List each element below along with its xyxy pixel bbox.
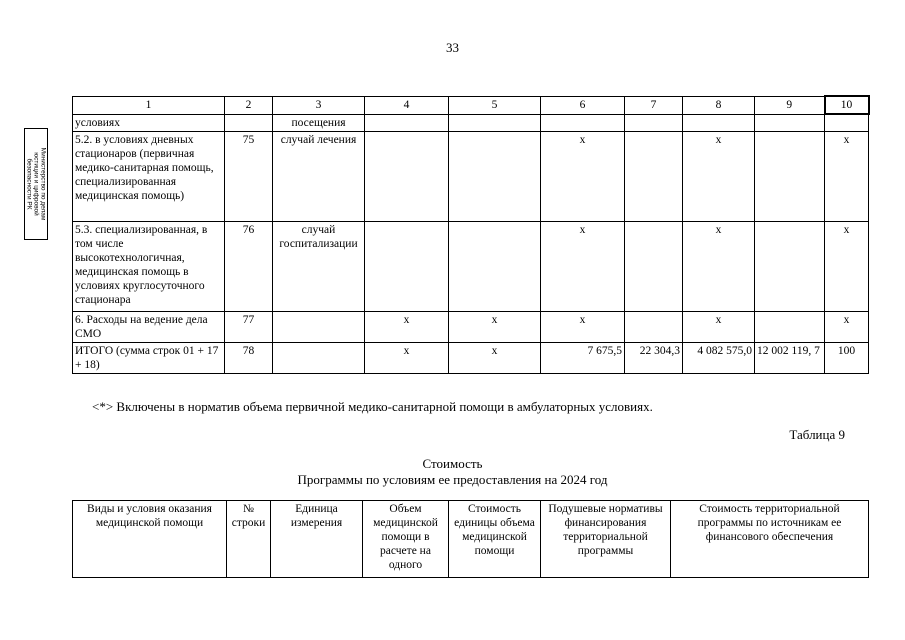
table-cell: 76 — [225, 221, 273, 311]
table-cell: х — [449, 342, 541, 373]
col-header: Стоимость территориальной программы по источникам ее финансового обеспечения — [671, 501, 869, 578]
col-header: Единица измерения — [271, 501, 363, 578]
table-cell: 5.2. в условиях дневных стационаров (первичная медико-санитарная помощь, специализированная медицинская помощь) — [73, 131, 225, 221]
table-cell — [273, 311, 365, 342]
table-cell: х — [541, 131, 625, 221]
table-cell — [755, 114, 825, 131]
table-cost — [72, 500, 869, 578]
col-header: Подушевые нормативы финансирования территориальной программы — [541, 501, 671, 578]
table-cell — [273, 342, 365, 373]
table-cell: х — [365, 311, 449, 342]
table-cell: посещения — [273, 114, 365, 131]
footnote: <*> Включены в норматив объема первичной медико-санитарной помощи в амбулаторных условиях. — [92, 399, 653, 414]
table-row — [73, 311, 869, 342]
table-cell: х — [541, 221, 625, 311]
section-title: Стоимость — [422, 456, 483, 471]
col-header: № строки — [227, 501, 271, 578]
table-cell: х — [683, 221, 755, 311]
table-cell — [449, 131, 541, 221]
table-cell: 75 — [225, 131, 273, 221]
col-header: 4 — [365, 96, 449, 114]
table-cell: 4 082 575,0 — [683, 342, 755, 373]
table-cell: х — [825, 221, 869, 311]
table-continuation — [72, 95, 870, 374]
table-cell: х — [541, 311, 625, 342]
table-header-row — [73, 96, 869, 114]
table-cell — [625, 311, 683, 342]
page-number: 33 — [446, 40, 459, 55]
col-header: 6 — [541, 96, 625, 114]
table-cell: 6. Расходы на ведение дела СМО — [73, 311, 225, 342]
table-cell: 12 002 119, 7 — [755, 342, 825, 373]
table-cell: 77 — [225, 311, 273, 342]
col-header: 9 — [755, 96, 825, 114]
table-cell: случай госпитализации — [273, 221, 365, 311]
table-cell: 100 — [825, 342, 869, 373]
table-cell: х — [683, 311, 755, 342]
table-cell — [225, 114, 273, 131]
col-header: 3 — [273, 96, 365, 114]
col-header: Объем медицинской помощи в расчете на одного — [363, 501, 449, 578]
table-cell: х — [449, 311, 541, 342]
table-row — [73, 221, 869, 311]
table-row — [73, 114, 869, 131]
table-cell — [825, 114, 869, 131]
table-cell — [625, 114, 683, 131]
table-cell — [365, 114, 449, 131]
table-cell — [755, 311, 825, 342]
col-header: 1 — [73, 96, 225, 114]
table-cell — [755, 131, 825, 221]
table-cell: х — [683, 131, 755, 221]
col-header: Виды и условия оказания медицинской помощи — [73, 501, 227, 578]
table-cell: случай лечения — [273, 131, 365, 221]
table-row-total — [73, 342, 869, 373]
table-header-row — [73, 501, 869, 578]
table-cell: 78 — [225, 342, 273, 373]
table-cell: х — [825, 131, 869, 221]
col-header: 8 — [683, 96, 755, 114]
table-cell: х — [365, 342, 449, 373]
col-header: 5 — [449, 96, 541, 114]
section-subtitle: Программы по условиям ее предоставления на 2024 год — [297, 472, 608, 487]
table-cell — [365, 131, 449, 221]
table-cell — [365, 221, 449, 311]
col-header: 10 — [825, 96, 869, 114]
col-header: 2 — [225, 96, 273, 114]
table-cell: 22 304,3 — [625, 342, 683, 373]
table-cell: 7 675,5 — [541, 342, 625, 373]
table-row — [73, 131, 869, 221]
table-cell — [625, 131, 683, 221]
table-cell — [449, 114, 541, 131]
table-cell — [755, 221, 825, 311]
stamp-text: Министерство по делам юстиции и цифровой безопасности РК — [25, 147, 47, 221]
registration-stamp — [24, 128, 48, 240]
table-cell — [449, 221, 541, 311]
table-cell: ИТОГО (сумма строк 01 + 17 + 18) — [73, 342, 225, 373]
table-label: Таблица 9 — [789, 427, 845, 442]
table-cell: х — [825, 311, 869, 342]
col-header: 7 — [625, 96, 683, 114]
table-cell — [683, 114, 755, 131]
table-cell: условиях — [73, 114, 225, 131]
col-header: Стоимость единицы объема медицинской помощи — [449, 501, 541, 578]
table-cell — [541, 114, 625, 131]
table-cell: 5.3. специализированная, в том числе высокотехнологичная, медицинская помощь в условиях круглосуточного стационара — [73, 221, 225, 311]
table-cell — [625, 221, 683, 311]
